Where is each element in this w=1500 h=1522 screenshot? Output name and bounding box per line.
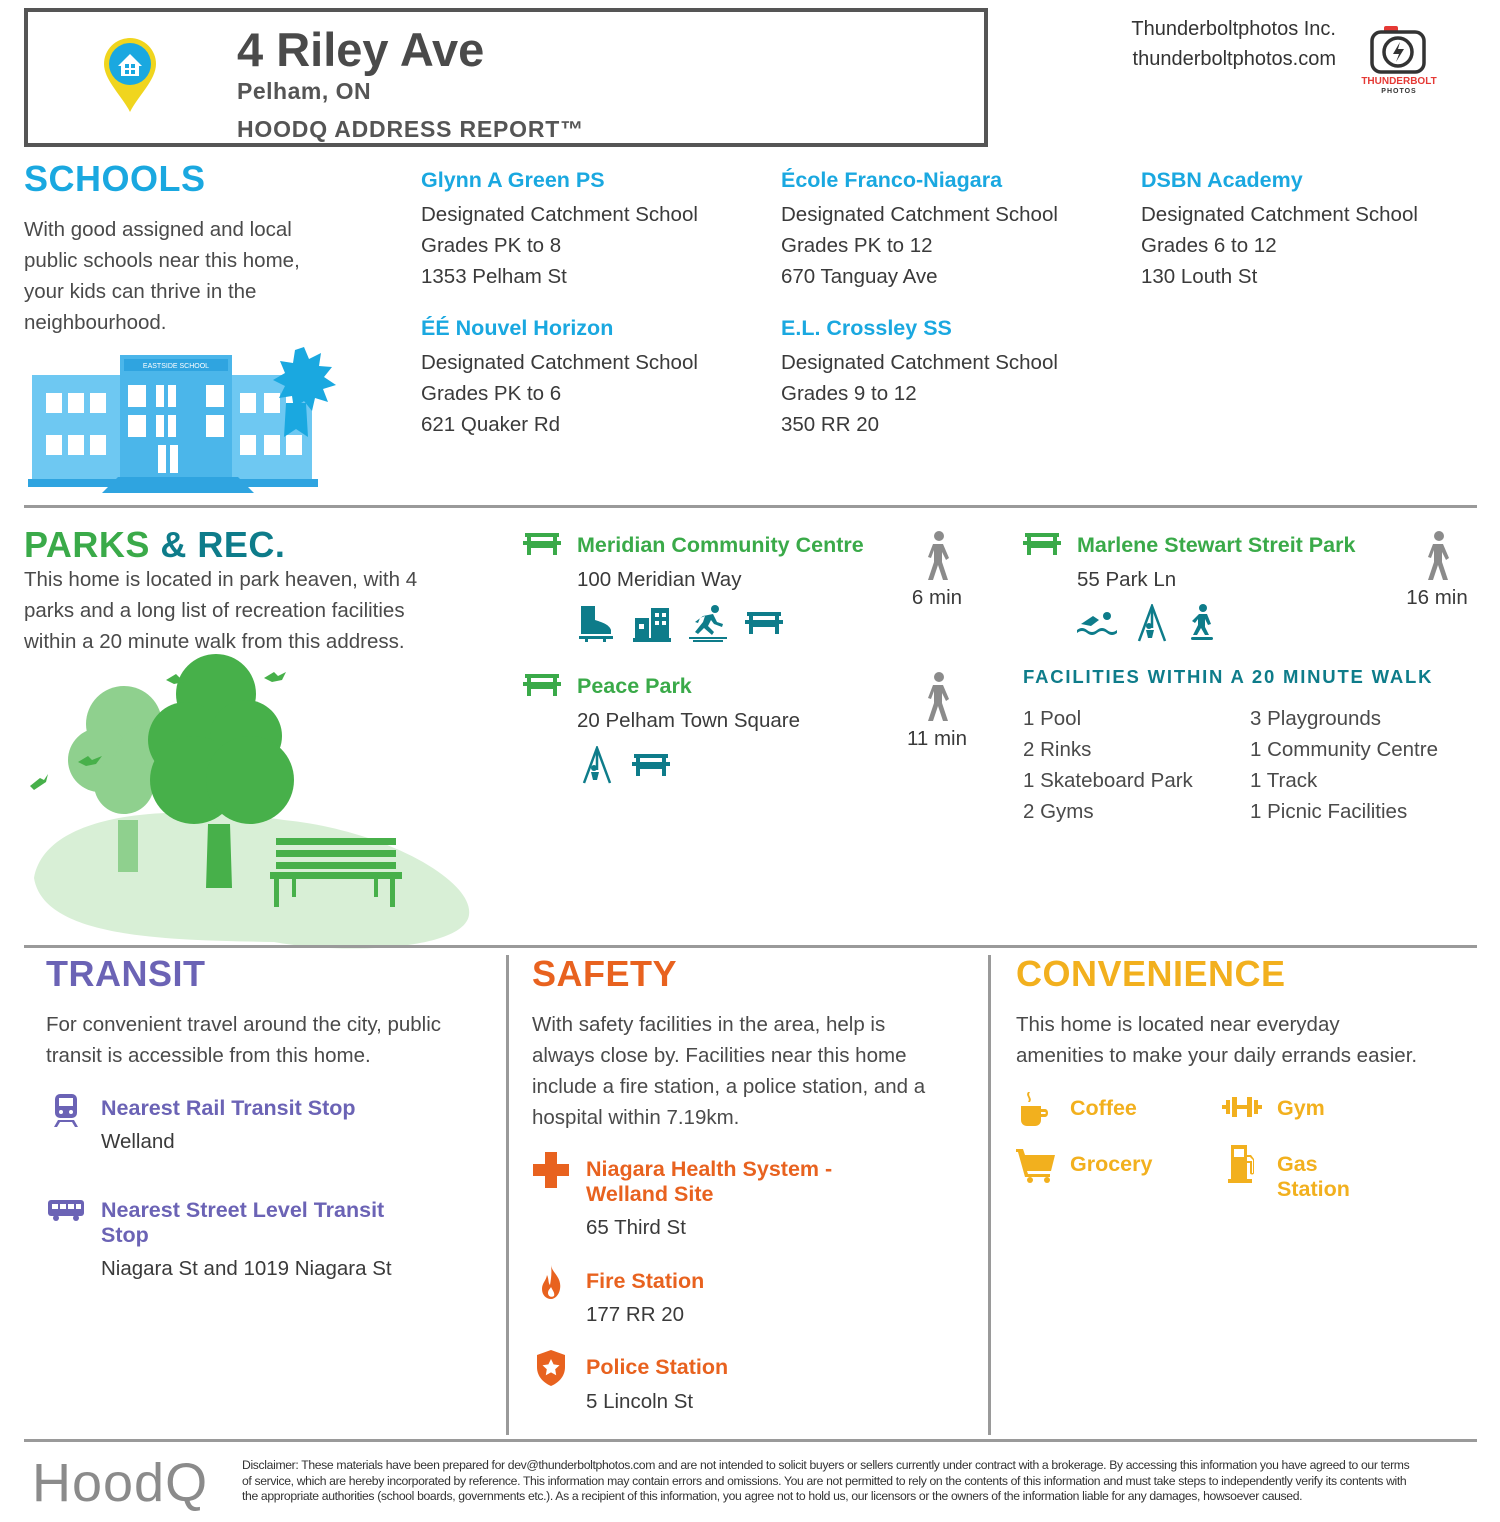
facilities-title: FACILITIES WITHIN A 20 MINUTE WALK <box>1023 666 1434 687</box>
pool-icon <box>1077 604 1117 642</box>
school-grades: Grades 6 to 12 <box>1141 234 1277 257</box>
disclaimer-line: of service, which are hereby incorporated by reference. This information may contain errors and omissions. You are not permitted to rely on the contents of this information and must take steps to independently verify its contents with <box>242 1473 1407 1488</box>
hospital-label[interactable] <box>586 1157 832 1207</box>
facility-item: 1 Pool <box>1023 707 1082 730</box>
divider <box>24 945 1477 948</box>
parks-title <box>24 524 285 566</box>
label-line: Stop <box>101 1223 149 1247</box>
picnic-table-icon <box>1023 531 1061 557</box>
gym-icon <box>1222 1095 1262 1119</box>
school-grades: Grades 9 to 12 <box>781 382 917 405</box>
skateboard-icon <box>1187 604 1217 642</box>
school-address: 1353 Pelham St <box>421 265 567 288</box>
building-icon <box>633 604 671 642</box>
disclaimer-line: the appropriate authorities (school boards, governments etc.). As a recipient of this information, you agree not to hold us, our licensors or the owners of the information liable for any damages, howsoever caused. <box>242 1489 1303 1503</box>
fire-station-value: 177 RR 20 <box>586 1303 685 1326</box>
school-illustration <box>28 345 343 495</box>
swing-icon <box>580 746 614 784</box>
school-type: Designated Catchment School <box>1141 203 1418 226</box>
school-grades: Grades PK to 8 <box>421 234 562 257</box>
coffee-icon <box>1018 1090 1052 1128</box>
desc-line: This home is located in park heaven, with 4 <box>24 568 418 591</box>
swing-icon <box>1135 604 1169 642</box>
parks-title-part1: PARKS <box>24 524 150 565</box>
school-type: Designated Catchment School <box>421 203 698 226</box>
school-name[interactable]: ÉÉ Nouvel Horizon <box>421 316 614 340</box>
home-pin-icon <box>102 36 158 114</box>
address-city: Pelham, ON <box>237 78 372 104</box>
park-amenities <box>577 604 783 642</box>
transit-title: TRANSIT <box>46 953 206 994</box>
walking-person-icon <box>922 671 956 725</box>
picnic-table-icon <box>745 604 783 642</box>
label-line: Welland Site <box>586 1182 714 1206</box>
disclaimer <box>242 1458 1476 1505</box>
schools-title: SCHOOLS <box>24 158 206 199</box>
school-name[interactable]: Glynn A Green PS <box>421 168 605 192</box>
park-address: 20 Pelham Town Square <box>577 709 800 732</box>
school-type: Designated Catchment School <box>781 351 1058 374</box>
grocery-label[interactable]: Grocery <box>1070 1152 1153 1176</box>
gas-pump-icon <box>1228 1143 1258 1183</box>
safety-title: SAFETY <box>532 953 678 994</box>
train-icon <box>52 1092 80 1128</box>
schools-description <box>24 214 354 338</box>
facility-item: 2 Gyms <box>1023 800 1094 823</box>
coffee-label[interactable]: Coffee <box>1070 1096 1137 1120</box>
parks-title-part2: & REC. <box>160 524 286 565</box>
label-line: Gas <box>1277 1152 1318 1176</box>
police-badge-icon <box>536 1349 566 1387</box>
desc-line: include a fire station, a police station, and a <box>532 1075 926 1098</box>
school-address: 670 Tanguay Ave <box>781 265 938 288</box>
facility-item: 1 Track <box>1250 769 1318 792</box>
walk-time: 16 min <box>1406 586 1468 609</box>
grocery-cart-icon <box>1016 1147 1056 1183</box>
logo-text: THUNDERBOLT <box>1361 76 1437 87</box>
logo-subtext: PHOTOS <box>1381 88 1417 95</box>
picnic-table-icon <box>523 672 561 698</box>
park-name[interactable]: Meridian Community Centre <box>577 533 864 557</box>
school-entry <box>421 168 698 292</box>
school-entry <box>781 168 1058 292</box>
facility-item: 2 Rinks <box>1023 738 1092 761</box>
walk-time: 11 min <box>906 727 967 750</box>
facility-item: 3 Playgrounds <box>1250 707 1382 730</box>
school-name[interactable]: École Franco-Niagara <box>781 168 1003 192</box>
school-type: Designated Catchment School <box>421 351 698 374</box>
desc-line: transit is accessible from this home. <box>46 1044 371 1067</box>
police-station-label[interactable]: Police Station <box>586 1355 729 1379</box>
facility-item: 1 Picnic Facilities <box>1250 800 1408 823</box>
desc-line: For convenient travel around the city, public <box>46 1013 442 1036</box>
divider <box>24 1439 1477 1442</box>
school-entry <box>1141 168 1418 292</box>
desc-line: With good assigned and local <box>24 218 292 241</box>
street-transit-value: Niagara St and 1019 Niagara St <box>101 1257 392 1280</box>
report-title: HOODQ ADDRESS REPORT™ <box>237 116 584 142</box>
police-station-value: 5 Lincoln St <box>586 1390 694 1413</box>
label-line: Niagara Health System - <box>586 1157 833 1181</box>
facility-item: 1 Skateboard Park <box>1023 769 1193 792</box>
desc-line: within a 20 minute walk from this address. <box>24 630 405 653</box>
school-name[interactable]: E.L. Crossley SS <box>781 316 952 340</box>
school-name[interactable]: DSBN Academy <box>1141 168 1303 192</box>
park-address: 100 Meridian Way <box>577 568 742 591</box>
gym-label[interactable]: Gym <box>1277 1096 1325 1120</box>
school-grades: Grades PK to 6 <box>421 382 562 405</box>
desc-line: public schools near this home, <box>24 249 300 272</box>
desc-line: your kids can thrive in the <box>24 280 257 303</box>
rail-transit-label[interactable]: Nearest Rail Transit Stop <box>101 1096 356 1120</box>
school-sign: EASTSIDE SCHOOL <box>142 363 210 370</box>
desc-line: always close by. Facilities near this home <box>532 1044 907 1067</box>
disclaimer-line: Disclaimer: These materials have been prepared for dev@thunderboltphotos.com and are not intended to solicit buyers or sellers currently under contract with a brokerage. By accessing this information you have agreed to our terms <box>242 1458 1410 1472</box>
fire-station-label[interactable]: Fire Station <box>586 1269 705 1293</box>
walk-time: 6 min <box>911 586 963 609</box>
walking-person-icon <box>1422 530 1456 584</box>
divider <box>24 505 1477 508</box>
desc-line: This home is located near everyday <box>1016 1013 1340 1036</box>
gas-station-label[interactable] <box>1277 1152 1350 1202</box>
thunderbolt-logo <box>1354 24 1444 96</box>
hospital-value: 65 Third St <box>586 1216 686 1239</box>
picnic-table-icon <box>632 746 670 784</box>
desc-line: parks and a long list of recreation facilities <box>24 599 405 622</box>
school-address: 350 RR 20 <box>781 413 880 436</box>
school-entry <box>421 316 698 440</box>
desc-line: hospital within 7.19km. <box>532 1106 740 1129</box>
picnic-table-icon <box>523 531 561 557</box>
safety-description <box>532 1009 972 1133</box>
school-type: Designated Catchment School <box>781 203 1058 226</box>
desc-line: amenities to make your daily errands easier. <box>1016 1044 1418 1067</box>
facilities-list-2 <box>1250 703 1438 827</box>
park-address: 55 Park Ln <box>1077 568 1177 591</box>
brand-url[interactable]: thunderboltphotos.com <box>1132 48 1336 70</box>
walking-person-icon <box>922 530 956 584</box>
brand-name: Thunderboltphotos Inc. <box>1131 18 1336 40</box>
street-transit-label[interactable] <box>101 1198 384 1248</box>
facility-item: 1 Community Centre <box>1250 738 1438 761</box>
facilities-list-1 <box>1023 703 1193 827</box>
address-title: 4 Riley Ave <box>237 23 485 76</box>
divider <box>988 955 991 1435</box>
rail-transit-value: Welland <box>101 1130 175 1153</box>
school-entry <box>781 316 1058 440</box>
convenience-description <box>1016 1009 1476 1071</box>
convenience-title: CONVENIENCE <box>1016 953 1286 994</box>
parks-description <box>24 564 484 657</box>
label-line: Station <box>1277 1177 1350 1201</box>
park-amenities <box>1077 604 1217 642</box>
park-name[interactable]: Marlene Stewart Streit Park <box>1077 533 1356 557</box>
school-grades: Grades PK to 12 <box>781 234 933 257</box>
flame-icon <box>538 1263 564 1301</box>
park-amenities <box>580 746 670 784</box>
park-illustration <box>24 650 474 950</box>
bus-icon <box>47 1198 85 1222</box>
skate-icon <box>577 604 615 642</box>
park-name[interactable]: Peace Park <box>577 674 692 698</box>
school-address: 621 Quaker Rd <box>421 413 561 436</box>
divider <box>506 955 509 1435</box>
school-address: 130 Louth St <box>1141 265 1258 288</box>
label-line: Nearest Street Level Transit <box>101 1198 385 1222</box>
track-icon <box>689 604 727 642</box>
medical-cross-icon <box>532 1151 570 1189</box>
desc-line: neighbourhood. <box>24 311 167 334</box>
transit-description <box>46 1009 491 1071</box>
hoodq-logo: HoodQ <box>32 1453 209 1513</box>
desc-line: With safety facilities in the area, help is <box>532 1013 886 1036</box>
